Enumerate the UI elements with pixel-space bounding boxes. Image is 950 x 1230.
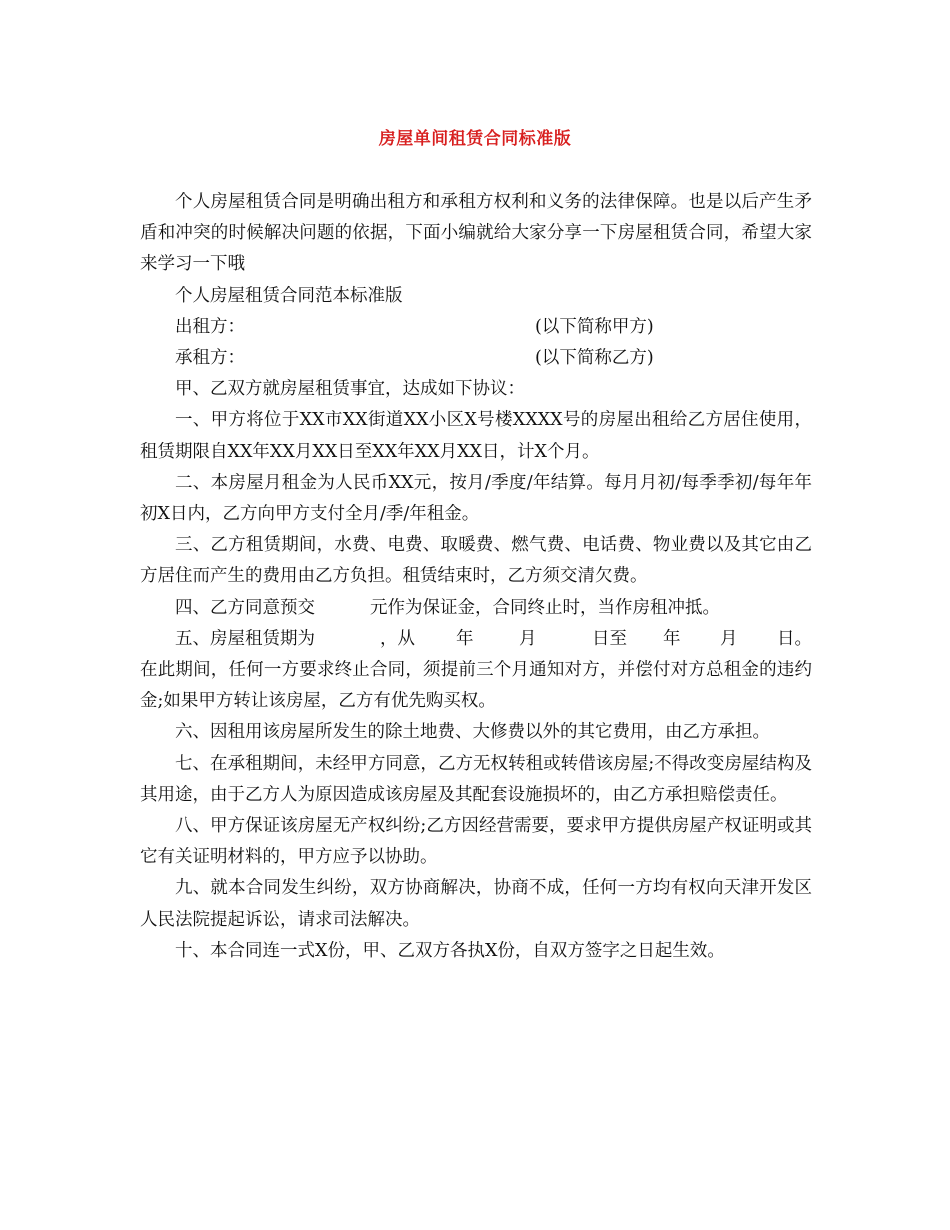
clause-1: 一、甲方将位于XX市XX街道XX小区X号楼XXXX号的房屋出租给乙方居住使用，租赁期限自XX年XX月XX日至XX年XX月XX日，计X个月。 [140, 410, 812, 462]
clause-5-part-2: ，从 [380, 628, 415, 649]
clause-5-part-5: 日至 [592, 628, 627, 649]
agreement-statement: 甲、乙双方就房屋租赁事宜，达成如下协议： [175, 379, 525, 400]
clause-10: 十、本合同连一式X份，甲、乙双方各执X份，自双方签字之日起生效。 [175, 940, 725, 961]
intro-paragraph: 个人房屋租赁合同是明确出租方和承租方权利和义务的法律保障。也是以后产生矛盾和冲突的时候解决问题的依据，下面小编就给大家分享一下房屋租赁合同，希望大家来学习一下哦 [140, 192, 812, 275]
document-body [140, 187, 812, 967]
clause-5-continued: 在此期间，任何一方要求终止合同，须提前三个月通知对方，并偿付对方总租金的违约金;如果甲方转让该房屋，乙方有优先购买权。 [140, 660, 812, 712]
party-b-line [140, 343, 812, 374]
clause-5-part-3: 年 [456, 628, 474, 649]
clause-5-part-1: 五、房屋租赁期为 [175, 628, 315, 649]
clause-4-end: 元作为保证金，合同终止时，当作房租冲抵。 [370, 597, 720, 618]
party-a-line [140, 312, 812, 343]
contract-subtitle: 个人房屋租赁合同范本标准版 [175, 285, 403, 306]
clause-5-part-8: 日。 [777, 628, 812, 649]
clause-8: 八、甲方保证该房屋无产权纠纷;乙方因经营需要，要求甲方提供房屋产权证明或其它有关证明材料的，甲方应予以协助。 [140, 816, 812, 868]
clause-5-date-line [140, 624, 812, 655]
party-b-label: 承租方： [175, 348, 245, 368]
clause-7: 七、在承租期间，未经甲方同意，乙方无权转租或转借该房屋;不得改变房屋结构及其用途，由于乙方人为原因造成该房屋及其配套设施损坏的，由乙方承担赔偿责任。 [140, 753, 812, 805]
clause-4-start: 四、乙方同意预交 [175, 597, 315, 618]
clause-4 [140, 593, 812, 624]
clause-2: 二、本房屋月租金为人民币XX元，按月/季度/年结算。每月月初/每季季初/每年年初X日内，乙方向甲方支付全月/季/年租金。 [140, 472, 812, 524]
clause-5-part-4: 月 [519, 628, 537, 649]
clause-9: 九、就本合同发生纠纷，双方协商解决，协商不成，任何一方均有权向天津开发区人民法院提起诉讼，请求司法解决。 [140, 878, 812, 930]
clause-3: 三、乙方租赁期间，水费、电费、取暖费、燃气费、电话费、物业费以及其它由乙方居住而产生的费用由乙方负担。租赁结束时，乙方须交清欠费。 [140, 535, 812, 587]
clause-6: 六、因租用该房屋所发生的除土地费、大修费以外的其它费用，由乙方承担。 [175, 722, 770, 743]
party-a-label: 出租方： [175, 316, 245, 337]
clause-5-part-7: 月 [720, 628, 738, 649]
party-b-note: (以下简称乙方) [535, 348, 654, 368]
party-a-note: (以下简称甲方) [535, 316, 654, 337]
document-title: 房屋单间租赁合同标准版 [378, 129, 572, 149]
clause-5-part-6: 年 [663, 628, 681, 649]
